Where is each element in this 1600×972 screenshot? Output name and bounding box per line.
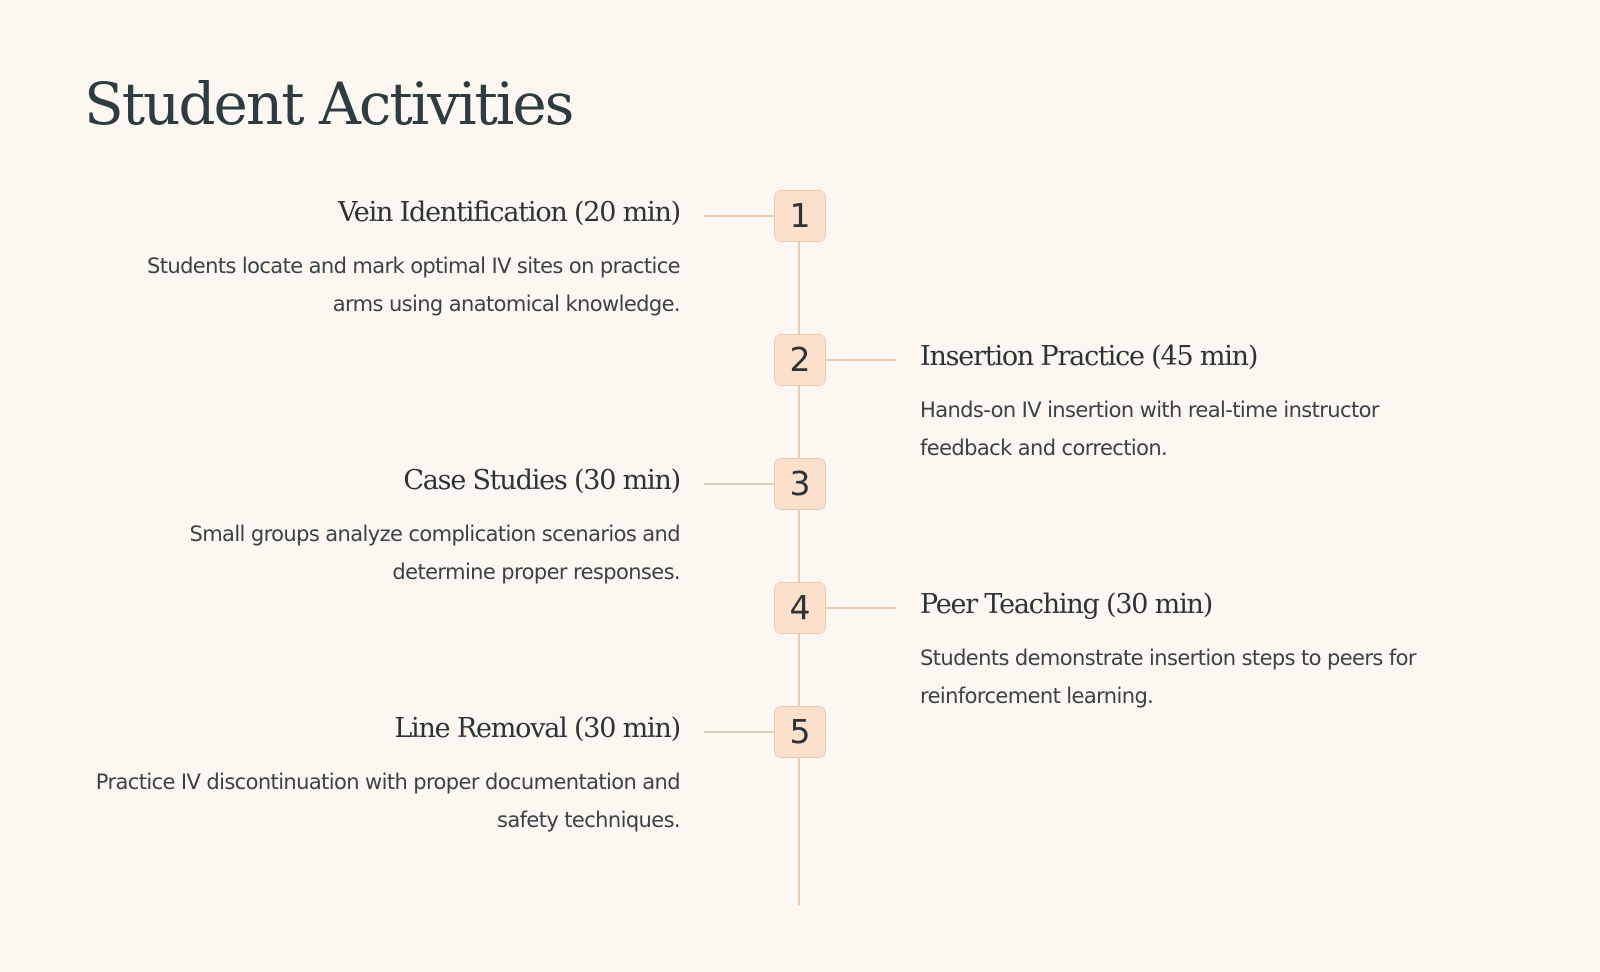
activity-description: Practice IV discontinuation with proper documentation and safety techniques. (95, 770, 680, 832)
step-number-badge: 4 (774, 582, 826, 634)
timeline-connector (704, 483, 774, 485)
activity-description: Small groups analyze complication scenarios and determine proper responses. (189, 522, 680, 584)
activity-item-line-removal (84, 711, 680, 839)
timeline-connector (704, 731, 774, 733)
activity-title: Case Studies (30 min) (403, 465, 680, 496)
timeline-connector (826, 607, 896, 609)
activity-title: Peer Teaching (30 min) (920, 589, 1213, 620)
activity-title: Vein Identification (20 min) (337, 197, 680, 228)
page-title: Student Activities (84, 70, 573, 138)
step-number-badge: 3 (774, 458, 826, 510)
activity-title: Line Removal (30 min) (394, 713, 680, 744)
timeline-connector (704, 215, 774, 217)
activity-title: Insertion Practice (45 min) (920, 341, 1258, 372)
activity-description: Students locate and mark optimal IV sites on practice arms using anatomical knowledge. (147, 254, 680, 316)
step-number-badge: 2 (774, 334, 826, 386)
activity-item-insertion-practice (920, 339, 1520, 467)
activity-description: Students demonstrate insertion steps to peers for reinforcement learning. (920, 646, 1416, 708)
activity-item-case-studies (84, 463, 680, 591)
activity-item-vein-identification (84, 195, 680, 323)
timeline-line (798, 190, 800, 905)
step-number-badge: 5 (774, 706, 826, 758)
activity-item-peer-teaching (920, 587, 1520, 715)
step-number-badge: 1 (774, 190, 826, 242)
activity-description: Hands-on IV insertion with real-time instructor feedback and correction. (920, 398, 1379, 460)
timeline-connector (826, 359, 896, 361)
